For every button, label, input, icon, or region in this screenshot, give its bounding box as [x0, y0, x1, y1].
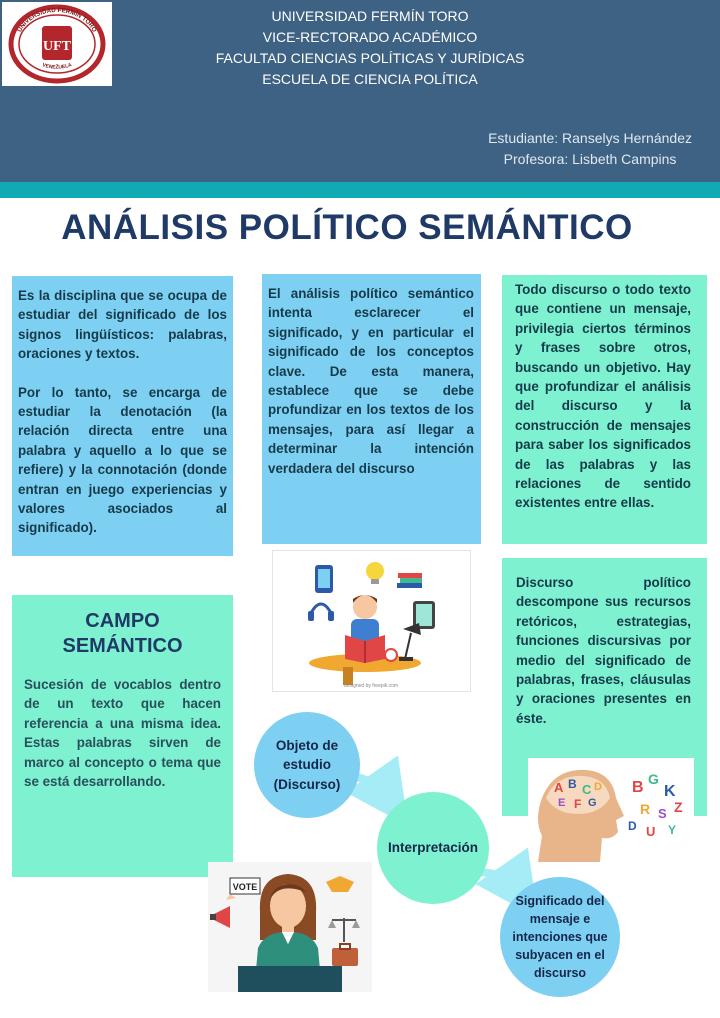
svg-text:F: F [574, 797, 582, 811]
flow-step-label: Significado del mensaje e intenciones que subyacen en el discurso [512, 894, 608, 980]
svg-text:R: R [640, 801, 651, 817]
svg-text:A: A [554, 780, 564, 795]
flow-step-meaning [500, 877, 620, 997]
flow-step-label: Objeto de estudio (Discurso) [273, 737, 341, 792]
logo-ring-text-top: UNIVERSIDAD FERMÍN TORO [16, 6, 98, 34]
svg-text:B: B [632, 779, 644, 796]
discourse-text: Todo discurso o todo texto que contiene un mensaje, privilegia ciertos términos y frases sobre otros, buscando un objetivo. Hay que profundizar el análisis del discurso y la construcción de mensajes para saber los significados de las palabras y las relaciones de sentido existentes entre ellas. [515, 282, 691, 511]
flow-step-interpretation [377, 792, 489, 904]
svg-text:D: D [628, 819, 637, 833]
flow-arrow-step2-to-step3 [476, 872, 520, 892]
institution-line: ESCUELA DE CIENCIA POLÍTICA [262, 71, 478, 87]
flow-step-object-of-study [254, 712, 360, 818]
professor-name: Profesora: Lisbeth Campins [503, 151, 677, 167]
semantic-field-title-line: CAMPO [85, 610, 160, 632]
student-name: Estudiante: Ranselys Hernández [488, 130, 692, 146]
logo-monogram: UFT [43, 39, 71, 54]
political-discourse-text: Discurso político descompone sus recursos retóricos, estrategias, funciones discursivas por medio del significado de palabras, frases, cláusulas y oraciones presentes en éste. [516, 575, 691, 726]
semantic-field-title-line: SEMÁNTICO [62, 635, 183, 657]
illustration-credit: designed by freepik.com [343, 683, 399, 689]
institution-line: FACULTAD CIENCIAS POLÍTICAS Y JURÍDICAS [215, 50, 525, 66]
svg-text:Z: Z [674, 799, 683, 815]
svg-text:U: U [646, 824, 656, 839]
analysis-text: El análisis político semántico intenta esclarecer el significado, y en particular el significado de los conceptos clave. De esta manera, establece que se debe profundizar en los textos de los mensajes, para así llegar a determinar la intención verdadera del discurso [268, 286, 474, 476]
logo-ring-text-bottom: VENEZUELA [41, 62, 73, 71]
semantic-field-text: Sucesión de vocablos dentro de un texto que hacen referencia a una misma idea. Estas palabras sirven de marco al concepto o tema que se está desarrollando. [24, 677, 221, 790]
vote-sign-text: VOTE [232, 882, 258, 892]
institution-line: VICE-RECTORADO ACADÉMICO [262, 29, 478, 45]
svg-text:K: K [664, 783, 676, 800]
svg-text:D: D [594, 781, 602, 793]
flow-step-label: Interpretación [387, 840, 479, 856]
definition-paragraph: Es la disciplina que se ocupa de estudiar del significado de los signos lingüísticos: palabras, oraciones y textos. [18, 288, 227, 362]
svg-text:E: E [558, 797, 566, 809]
svg-text:C: C [582, 782, 592, 797]
svg-text:Y: Y [668, 823, 677, 837]
definition-paragraph: Por lo tanto, se encarga de estudiar la denotación (la relación directa entre una palabra y aquello a lo que se refiere) y la connotación (donde entran en juego experiencias y valores asociados al significado). [18, 384, 227, 536]
svg-text:S: S [658, 806, 667, 821]
svg-text:G: G [648, 771, 659, 787]
page-title: ANÁLISIS POLÍTICO SEMÁNTICO [61, 208, 633, 247]
svg-text:B: B [568, 777, 577, 791]
institution-line: UNIVERSIDAD FERMÍN TORO [271, 8, 469, 24]
svg-text:G: G [588, 797, 597, 809]
